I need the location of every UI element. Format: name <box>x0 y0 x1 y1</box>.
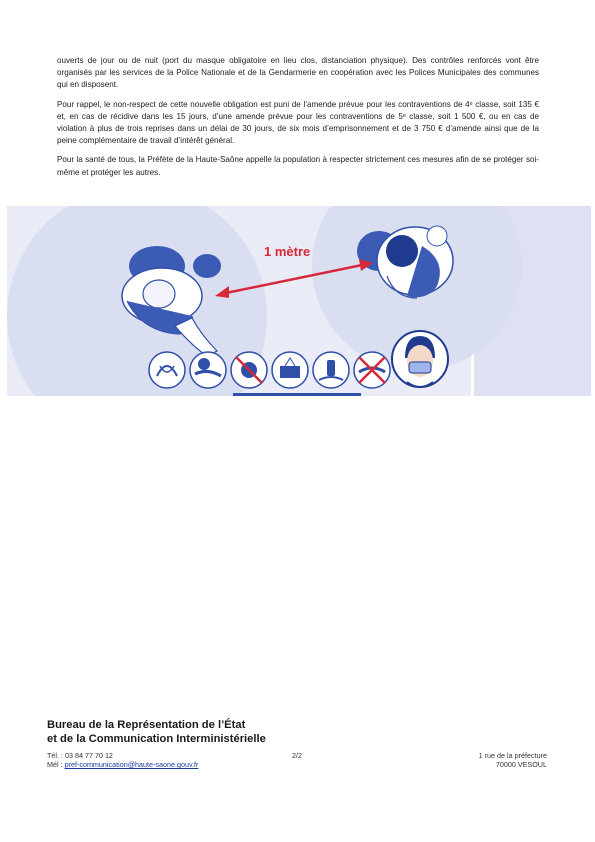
illustration-svg <box>7 206 591 396</box>
hand-washing-icon <box>149 352 185 388</box>
footer-title-line2: et de la Communication Interministérielle <box>47 733 266 745</box>
tissue-icon <box>272 352 308 388</box>
footer-address-line1: 1 rue de la préfecture <box>478 751 547 760</box>
footer-email-link[interactable]: pref-communication@haute-saone.gouv.fr <box>64 760 199 769</box>
footer-email-line <box>47 760 198 769</box>
bottom-bar <box>233 393 361 396</box>
no-face-touch-icon <box>231 352 267 388</box>
footer-address-line2: 70000 VESOUL <box>495 760 547 769</box>
paragraph-2: Pour rappel, le non-respect de cette nouvelle obligation est puni de l’amende prévue pour les contraventions de 4ᵉ classe, soit 135 € et, en cas de récidive dans les 15 jours, d’une amende prévue pour les contraventions de 5ᵉ classe, soit 1 500 €, ou en cas de violation à plus de trois reprises dans un délai de 30 jours, de six mois d’emprisonnement et de 3 750 € d’amende ainsi que de la peine complémentaire de travail d’intérêt général. <box>57 99 539 146</box>
footer-title-line1: Bureau de la Représentation de l’État <box>47 719 246 731</box>
face-mask-icon <box>392 331 448 387</box>
footer-title <box>47 718 266 746</box>
footer-email-prefix: Mél : <box>47 760 65 769</box>
paragraph-3: Pour la santé de tous, la Préfète de la Haute-Saône appelle la population à respecter strictement ces mesures afin de se protéger soi-même et protéger les autres. <box>57 155 539 177</box>
distance-label: 1 mètre <box>264 244 311 259</box>
footer-phone: Tél. : 03 84 77 70 12 <box>47 751 113 760</box>
paragraph-1: ouverts de jour ou de nuit (port du masque obligatoire en lieu clos, distanciation physique). Des contrôles renforcés vont être organisés par les services de la Police Nationale et de la Gendarmerie en coopération avec les Polices Municipales des communes qui en disposent. <box>57 56 539 90</box>
distancing-illustration <box>7 206 591 396</box>
hand-sanitizer-icon <box>313 352 349 388</box>
page-number: 2/2 <box>292 751 302 760</box>
no-handshake-icon <box>354 352 390 388</box>
body-text <box>57 55 539 186</box>
cough-elbow-icon <box>190 352 226 388</box>
